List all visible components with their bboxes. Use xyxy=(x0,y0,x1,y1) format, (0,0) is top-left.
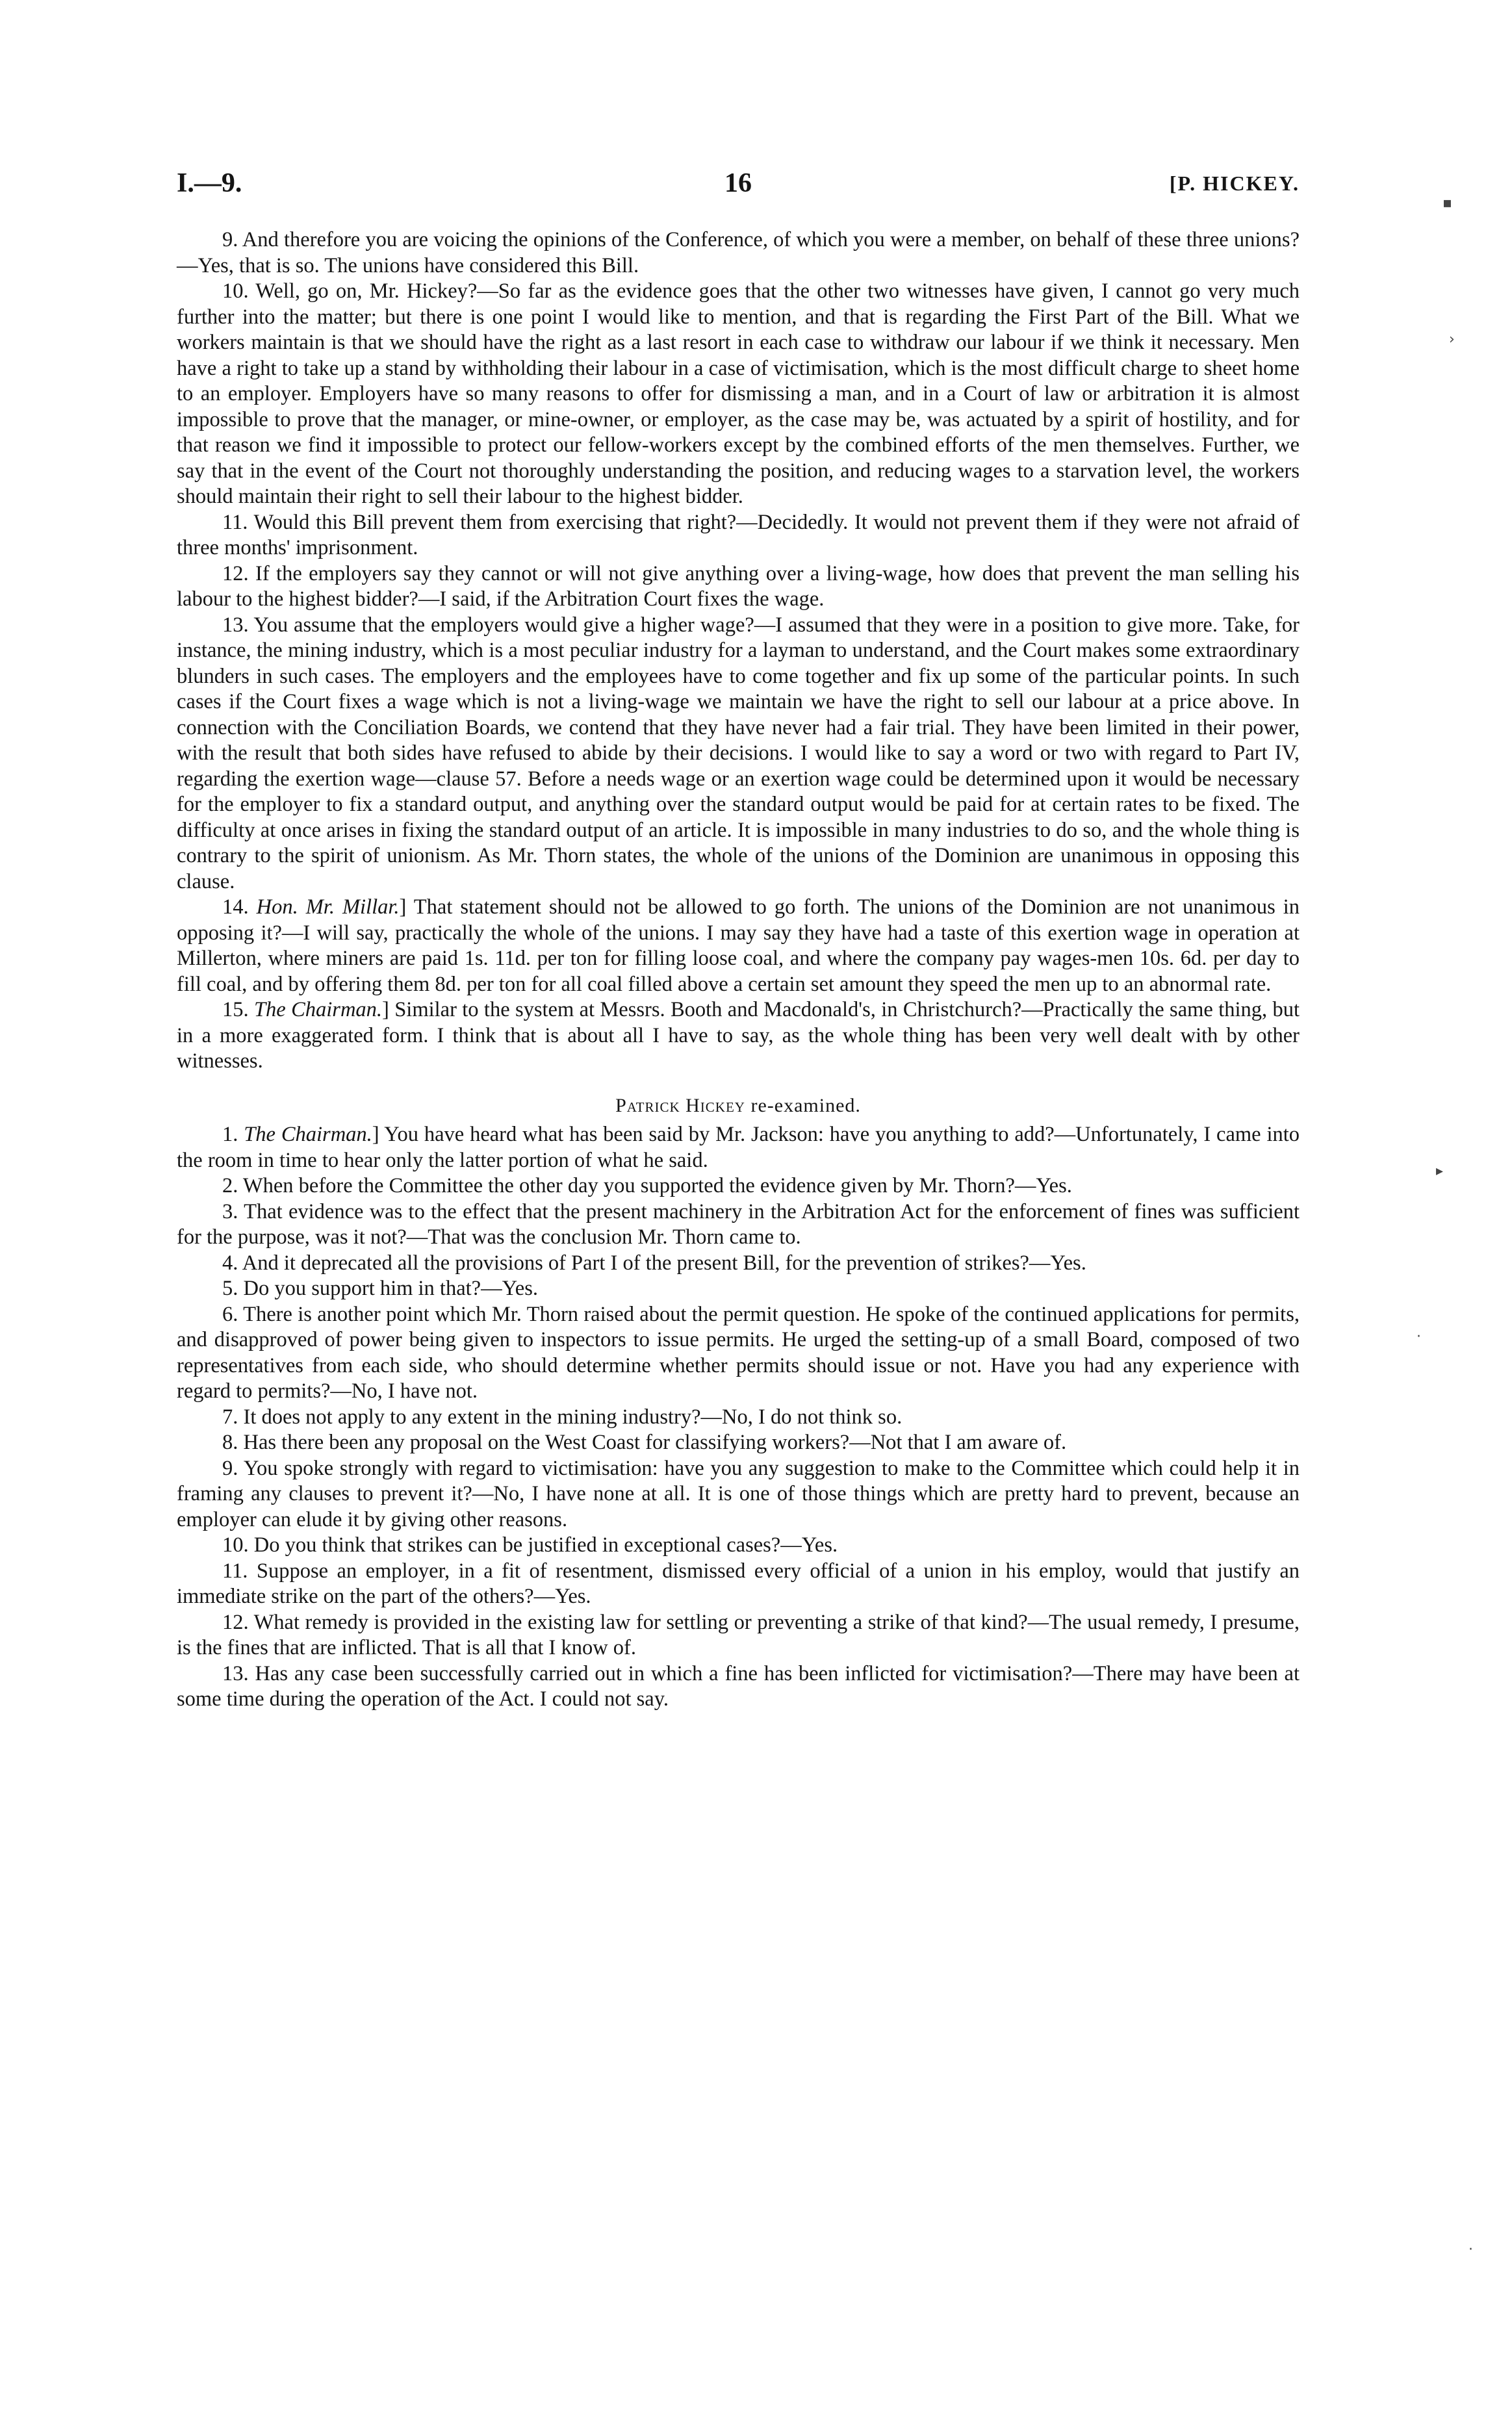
question-answer-paragraph xyxy=(177,561,1300,613)
question-number: 12. xyxy=(222,1610,249,1634)
question-answer-paragraph xyxy=(177,1559,1300,1610)
question-answer-paragraph xyxy=(177,1533,1300,1559)
question-number: 14. xyxy=(222,895,249,919)
paragraph-text: And therefore you are voicing the opinions of the Conference, of which you were a member, on behalf of these three unions?—Yes, that is so. The unions have considered this Bill. xyxy=(177,228,1300,277)
witness-name-header: [P. HICKEY. xyxy=(1169,172,1300,195)
question-number: 10. xyxy=(222,1533,249,1557)
speaker-bracket: ] xyxy=(382,998,389,1021)
question-answer-paragraph xyxy=(177,997,1300,1075)
section-heading-suffix: re-examined. xyxy=(750,1094,861,1116)
speaker-name: The Chairman. xyxy=(253,998,383,1021)
question-number: 3. xyxy=(222,1199,238,1223)
section-heading xyxy=(177,1093,1300,1119)
question-number: 11. xyxy=(222,510,248,534)
question-number: 9. xyxy=(222,228,238,251)
paragraph-text: And it deprecated all the provisions of Part I of the present Bill, for the prevention of strikes?—Yes. xyxy=(242,1251,1086,1275)
scan-speck-mark: › xyxy=(1449,331,1455,348)
paragraph-text: If the employers say they cannot or will not give anything over a living-wage, how does that prevent the man selling his labour to the highest bidder?—I said, if the Arbitration Court fixes the wage. xyxy=(177,561,1300,611)
paragraph-text: Similar to the system at Messrs. Booth and Macdonald's, in Christchurch?—Practically the same thing, but in a more exaggerated form. I think that is about all I have to say, as the whole thing has been very well dealt with by other witnesses. xyxy=(177,998,1300,1073)
paragraph-text: What remedy is provided in the existing law for settling or preventing a strike of that kind?—The usual remedy, I presume, is the fines that are inflicted. That is all that I know of. xyxy=(177,1610,1300,1659)
question-answer-paragraph xyxy=(177,1302,1300,1405)
question-answer-paragraph xyxy=(177,1173,1300,1199)
speaker-bracket: ] xyxy=(399,895,407,919)
paragraph-text: Do you think that strikes can be justified in exceptional cases?—Yes. xyxy=(253,1533,838,1557)
question-number: 2. xyxy=(222,1174,238,1197)
witness-name: Patrick Hickey xyxy=(615,1094,745,1116)
question-answer-paragraph xyxy=(177,613,1300,895)
scan-speck-mark: ▸ xyxy=(1436,1163,1444,1179)
paragraph-text: You spoke strongly with regard to victimisation: have you any suggestion to make to the Committee which could help it in framing any clauses to prevent it?—No, I have none at all. It is one of those things which are pretty hard to prevent, because an employer can elude it by giving other reasons. xyxy=(177,1456,1300,1531)
question-number: 4. xyxy=(222,1251,238,1275)
question-number: 7. xyxy=(222,1405,238,1429)
question-number: 1. xyxy=(222,1123,238,1146)
paragraph-text: Do you support him in that?—Yes. xyxy=(243,1277,539,1300)
question-answer-paragraph xyxy=(177,1430,1300,1456)
page-number: 16 xyxy=(724,168,752,198)
question-answer-paragraph xyxy=(177,1199,1300,1251)
speaker-name: Hon. Mr. Millar. xyxy=(256,895,400,919)
question-number: 5. xyxy=(222,1277,238,1300)
question-answer-paragraph xyxy=(177,895,1300,997)
paragraph-text: It does not apply to any extent in the mining industry?—No, I do not think so. xyxy=(243,1405,903,1429)
question-answer-paragraph xyxy=(177,510,1300,561)
speaker-name: The Chairman. xyxy=(244,1123,372,1146)
question-number: 8. xyxy=(222,1431,238,1454)
paragraph-text: When before the Committee the other day you supported the evidence given by Mr. Thorn?—Yes. xyxy=(242,1174,1072,1197)
question-answer-paragraph xyxy=(177,1251,1300,1277)
paragraph-text: Well, go on, Mr. Hickey?—So far as the evidence goes that the other two witnesses have given, I cannot go very much further into the matter; but there is one point I would like to mention, and that is regarding the First Part of the Bill. What we workers maintain is that we should have the right as a last resort in each case to withdraw our labour if we think it necessary. Men have a right to take up a stand by withholding their labour in a case of victimisation, which is the most difficult charge to sheet home to an employer. Employers have so many reasons to offer for dismissing a man, and in a Court of law or arbitration it is almost impossible to prove that the manager, or mine-owner, or employer, as the case may be, was actuated by a spirit of hostility, and for that reason we find it impossible to protect our fellow-workers except by the combined efforts of the men themselves. Further, we say that in the event of the Court not thoroughly understanding the position, and reducing wages to a starvation level, the workers should maintain their right to sell their labour to the highest bidder. xyxy=(177,279,1300,508)
question-number: 13. xyxy=(222,1661,249,1685)
question-number: 9. xyxy=(222,1456,238,1480)
question-number: 12. xyxy=(222,561,249,585)
question-answer-paragraph xyxy=(177,1122,1300,1173)
paragraph-text: Has there been any proposal on the West Coast for classifying workers?—Not that I am aware of. xyxy=(243,1431,1067,1454)
speaker-bracket: ] xyxy=(372,1123,379,1146)
question-answer-paragraph xyxy=(177,227,1300,279)
question-number: 10. xyxy=(222,279,249,303)
question-answer-paragraph xyxy=(177,1610,1300,1661)
paragraph-text: That evidence was to the effect that the present machinery in the Arbitration Act for the enforcement of fines was sufficient for the purpose, was it not?—That was the conclusion Mr. Thorn came to. xyxy=(177,1199,1300,1249)
scan-speck-mark: · xyxy=(1416,1329,1421,1345)
question-number: 15. xyxy=(222,998,249,1021)
question-number: 6. xyxy=(222,1302,238,1326)
question-answer-paragraph xyxy=(177,1276,1300,1302)
question-answer-paragraph xyxy=(177,1456,1300,1533)
paragraph-text: Has any case been successfully carried out in which a fine has been inflicted for victimisation?—There may have been at some time during the operation of the Act. I could not say. xyxy=(177,1661,1300,1711)
question-answer-paragraph xyxy=(177,1405,1300,1431)
question-number: 11. xyxy=(222,1559,248,1583)
evidence-text xyxy=(177,227,1300,1713)
paragraph-text: Suppose an employer, in a fit of resentment, dismissed every official of a union in his employ, would that justify an immediate strike on the part of the others?—Yes. xyxy=(177,1559,1300,1608)
question-answer-paragraph xyxy=(177,1661,1300,1713)
paragraph-text: That statement should not be allowed to go forth. The unions of the Dominion are not unanimous in opposing it?—I will say, practically the whole of the unions. I may say they have had a taste of this exertion wage in operation at Millerton, where miners are paid 1s. 11d. per ton for filling loose coal, and where the company pay wages-men 10s. 6d. per day to fill coal, and by offering them 8d. per ton for all coal filled above a certain set amount they speed the men up to an abnormal rate. xyxy=(177,895,1300,996)
scan-speck-mark: ▪ xyxy=(1442,195,1452,211)
question-number: 13. xyxy=(222,613,249,637)
paragraph-text: You assume that the employers would give a higher wage?—I assumed that they were in a position to give more. Take, for instance, the mining industry, which is a most peculiar industry for a layman to understand, and the Court makes some extraordinary blunders in such cases. The employers and the employees have to come together and fix up some of the particular points. In such cases if the Court fixes a wage which is not a living-wage we maintain we have the right to sell our labour at a price above. In connection with the Conciliation Boards, we contend that they have never had a fair trial. They have been limited in their power, with the result that both sides have refused to abide by their decisions. I would like to say a word or two with regard to Part IV, regarding the exertion wage—clause 57. Before a needs wage or an exertion wage could be determined upon it would be necessary for the employer to fix a standard output, and anything over the standard output would be paid for at certain rates to be fixed. The difficulty at once arises in fixing the standard output of an article. It is impossible in many industries to do so, and the whole thing is contrary to the spirit of unionism. As Mr. Thorn states, the whole of the unions of the Dominion are unanimous in opposing this clause. xyxy=(177,613,1300,893)
scan-speck-mark: · xyxy=(1468,2242,1473,2258)
page-header xyxy=(177,168,1300,207)
paragraph-text: Would this Bill prevent them from exercising that right?—Decidedly. It would not prevent them if they were not afraid of three months' imprisonment. xyxy=(177,510,1300,559)
paragraph-text: There is another point which Mr. Thorn raised about the permit question. He spoke of the continued applications for permits, and disapproved of power being given to inspectors to issue permits. He urged the setting-up of a small Board, composed of two representatives from each side, who should determine whether permits should issue or not. Have you had any experience with regard to permits?—No, I have not. xyxy=(177,1302,1300,1403)
document-reference: I.—9. xyxy=(177,168,242,198)
question-answer-paragraph xyxy=(177,279,1300,510)
paragraph-text: You have heard what has been said by Mr. Jackson: have you anything to add?—Unfortunately, I came into the room in time to hear only the latter portion of what he said. xyxy=(177,1123,1300,1172)
